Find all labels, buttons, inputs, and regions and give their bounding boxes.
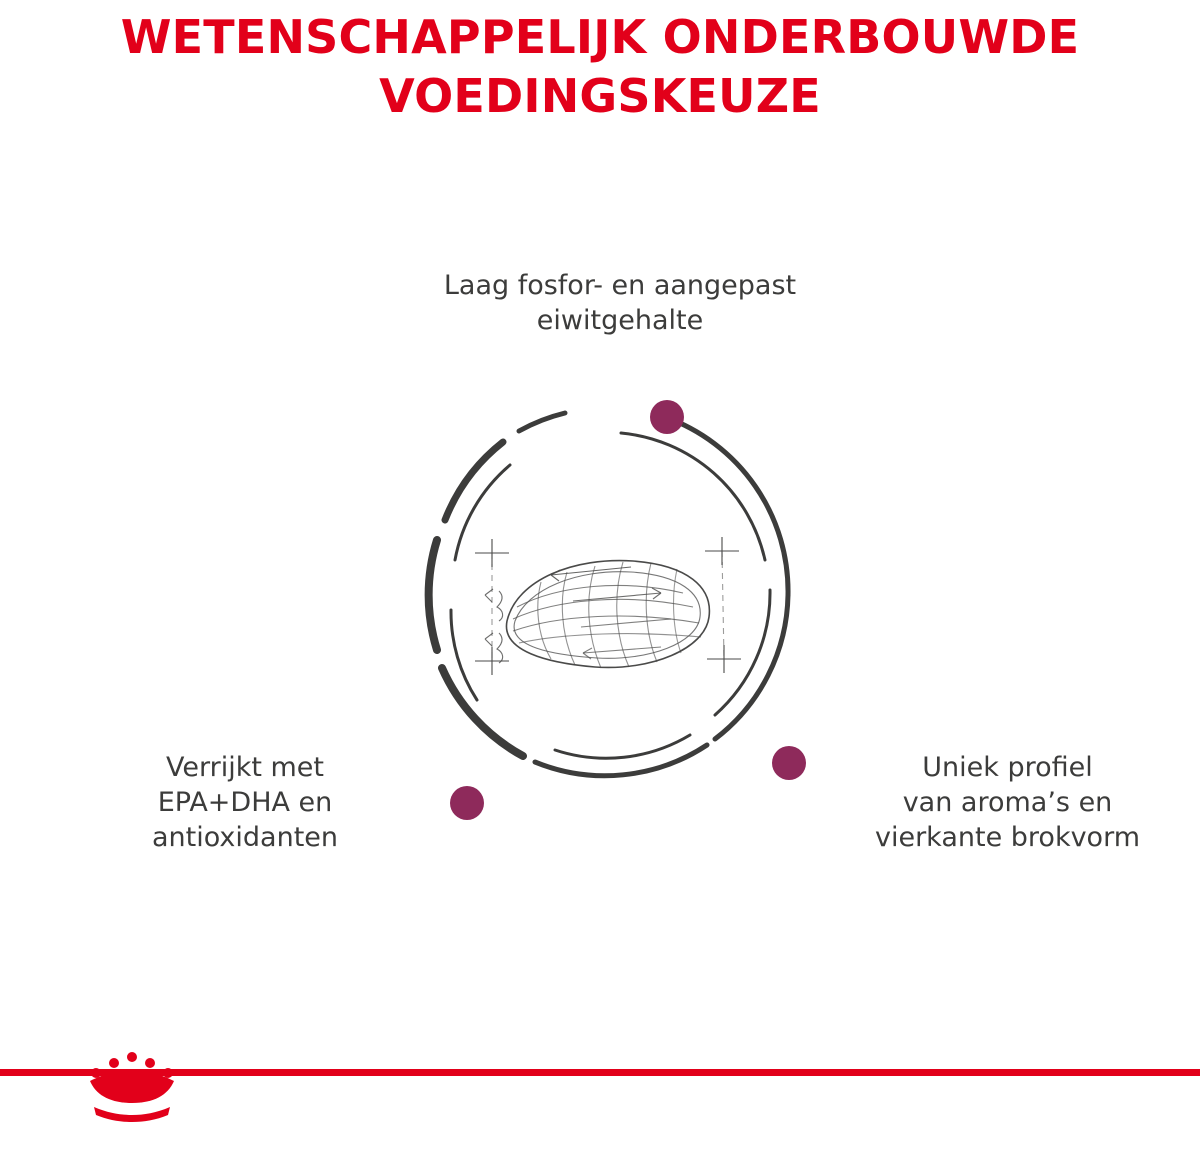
callout-dot-top bbox=[650, 400, 684, 434]
callout-left-line-1: Verrijkt met bbox=[165, 752, 325, 783]
callout-right-line-3: vierkante brokvorm bbox=[874, 822, 1141, 854]
callout-top-line-2: eiwitgehalte bbox=[536, 305, 704, 337]
callout-dot-right bbox=[772, 746, 806, 780]
page-title-line-1: WETENSCHAPPELIJK ONDERBOUWDE bbox=[120, 10, 1080, 64]
page-title-line-2: VOEDINGSKEUZE bbox=[379, 68, 821, 123]
callout-label-top bbox=[370, 268, 870, 338]
callout-left-line-3: antioxidanten bbox=[151, 822, 339, 854]
callout-right-line-2: van aroma’s en bbox=[902, 787, 1113, 819]
callout-label-left bbox=[110, 750, 380, 855]
callout-right-line-1: Uniek profiel bbox=[922, 752, 1093, 783]
footer bbox=[0, 1051, 1200, 1163]
kibble-sketch-icon bbox=[455, 535, 765, 695]
radial-diagram bbox=[0, 210, 1200, 970]
royal-canin-logo bbox=[72, 1043, 192, 1139]
callout-top-line-1: Laag fosfor- en aangepast bbox=[443, 270, 797, 301]
callout-left-line-2: EPA+DHA en bbox=[157, 787, 333, 819]
callout-label-right bbox=[830, 750, 1185, 855]
callout-dot-left bbox=[450, 786, 484, 820]
page-title bbox=[0, 8, 1200, 126]
